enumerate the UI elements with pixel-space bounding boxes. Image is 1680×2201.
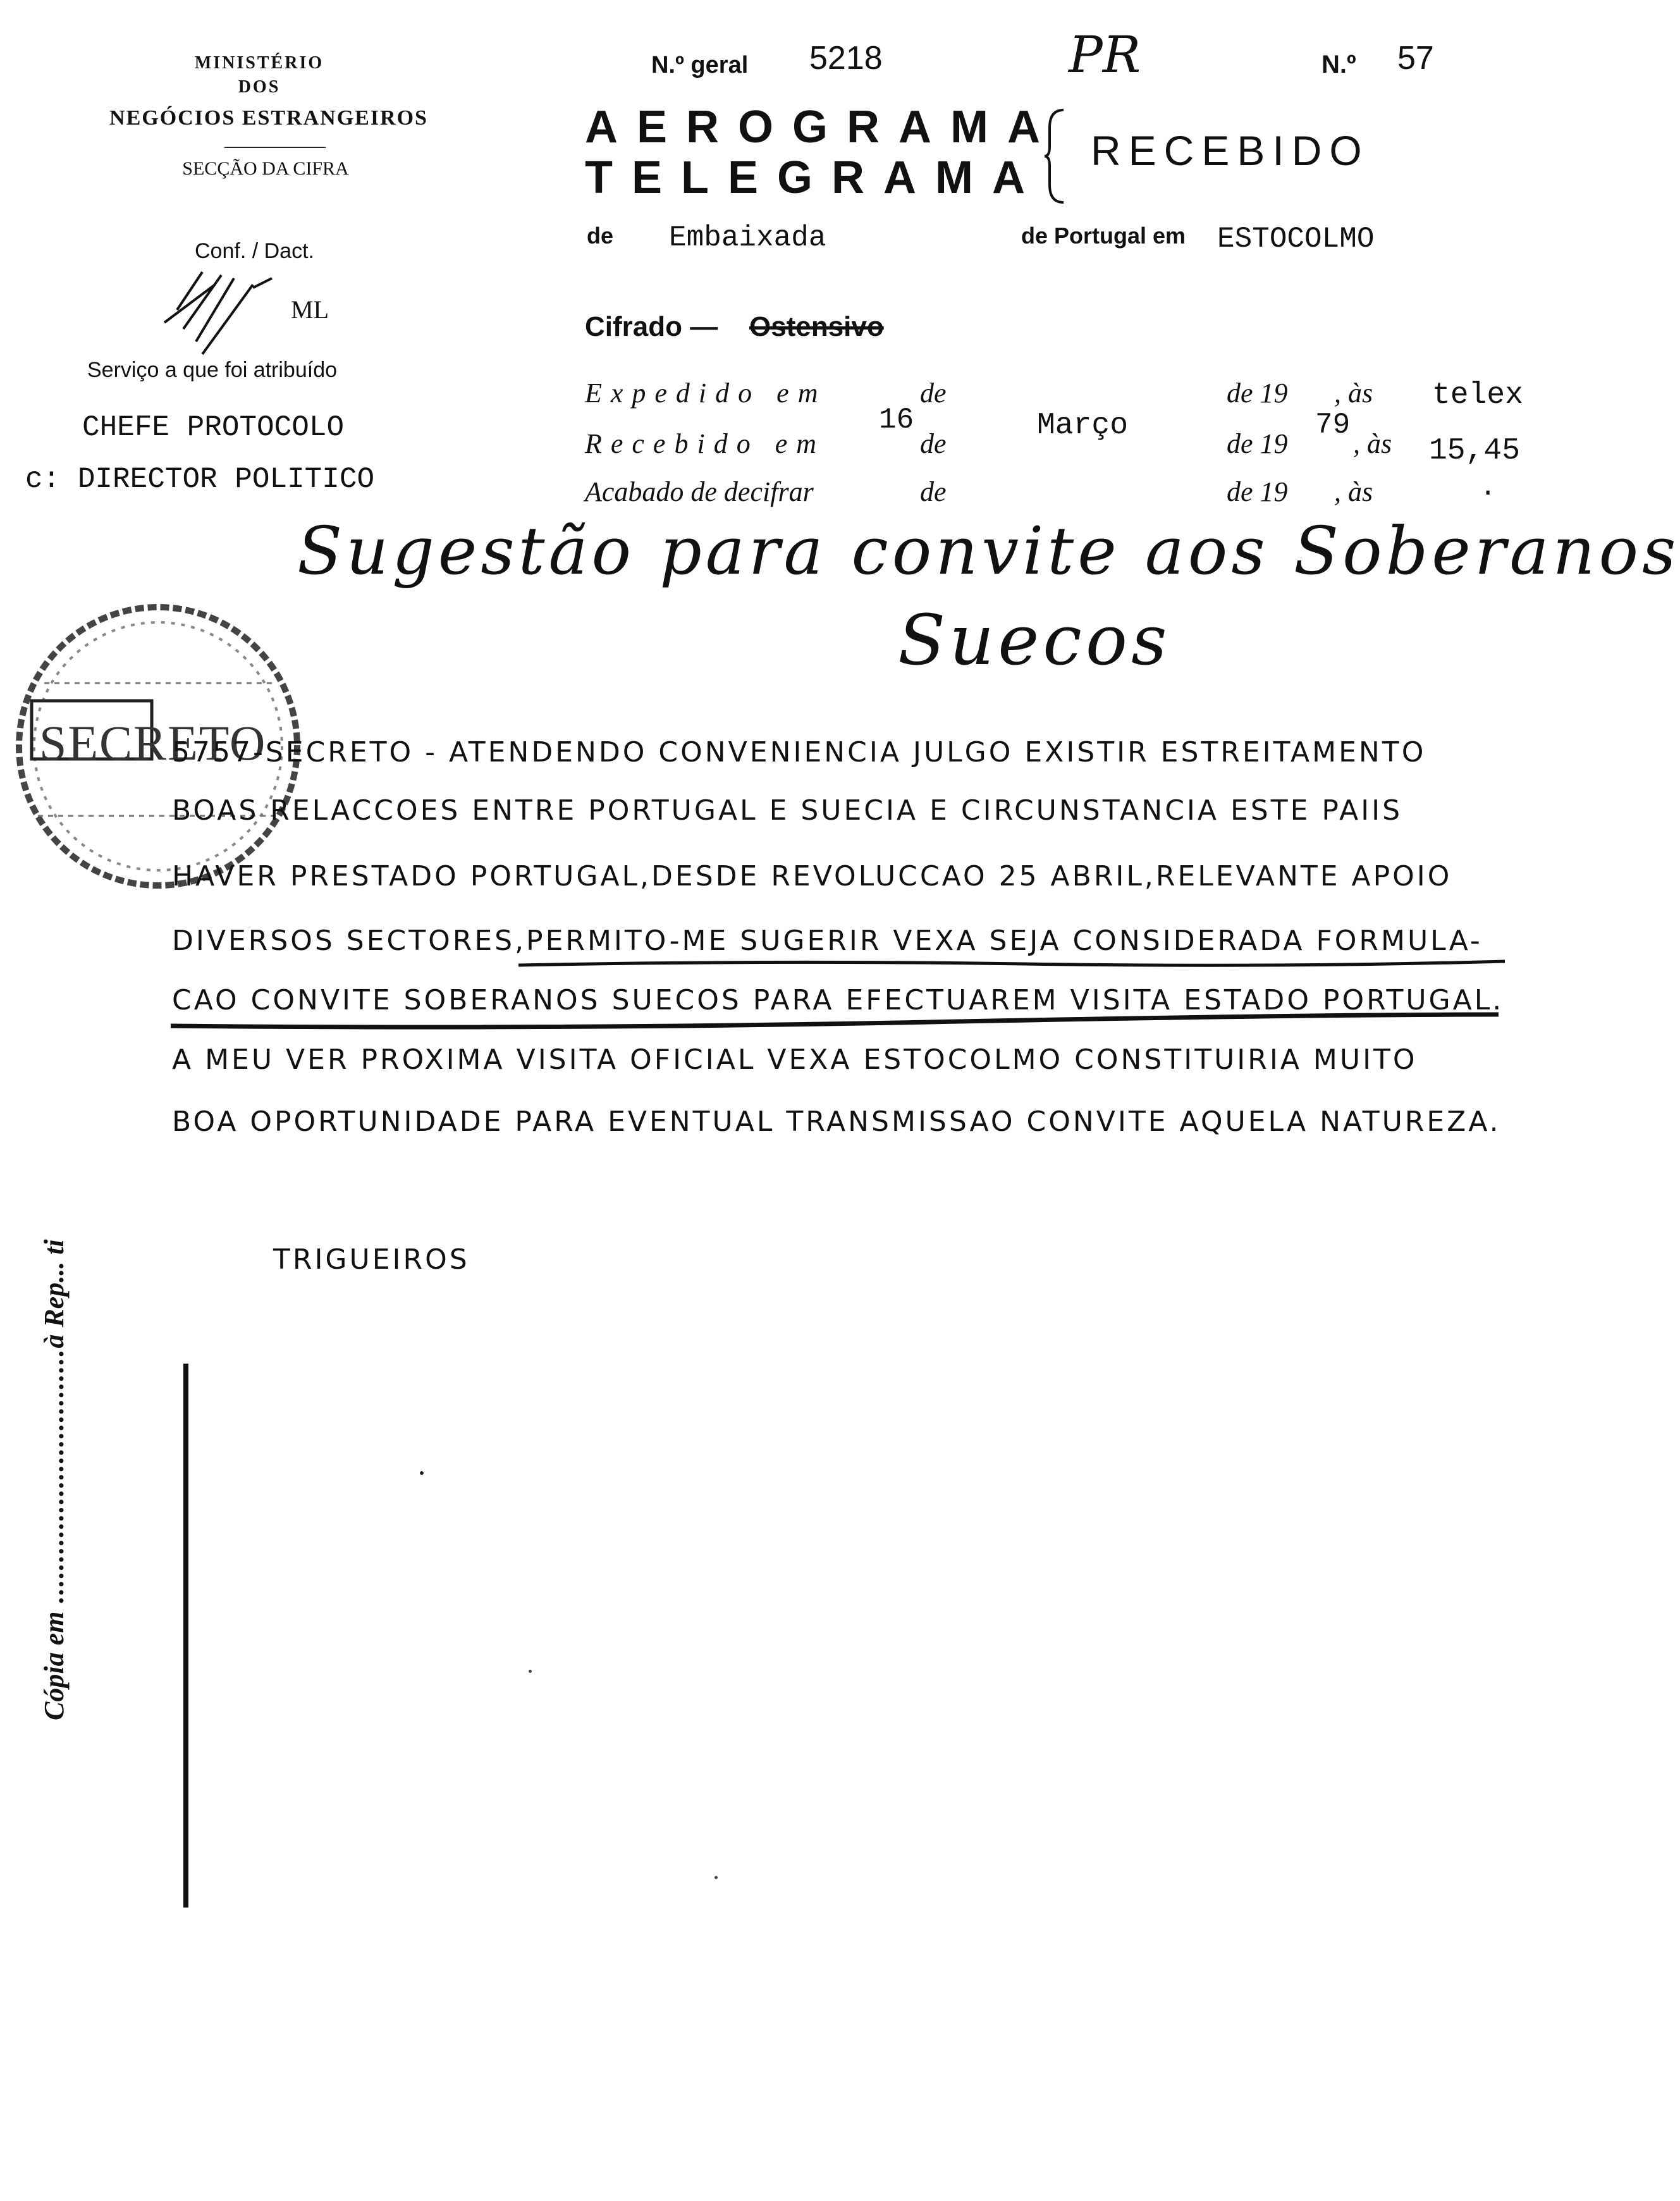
title-brace (1043, 109, 1069, 204)
recebido-label: Recebido em (585, 428, 825, 459)
acabado-as: , às (1334, 476, 1373, 507)
handwritten-annotation-line2: Suecos (898, 600, 1171, 681)
ministry-line-3: NEGÓCIOS ESTRANGEIROS (109, 106, 428, 130)
recebido-de19: de 19 (1227, 428, 1288, 459)
acabado-dot: . (1480, 472, 1497, 503)
section-label: SECÇÃO DA CIFRA (182, 158, 349, 179)
origin-de-value: Embaixada (669, 221, 826, 254)
message-line: CAO CONVITE SOBERANOS SUECOS PARA EFECTUAREM VISITA ESTADO PORTUGAL. (172, 984, 1504, 1016)
underline-mark-2 (171, 1011, 1511, 1036)
message-line: A MEU VER PROXIMA VISITA OFICIAL VEXA ESTOCOLMO CONSTITUIRIA MUITO (172, 1044, 1418, 1076)
ministry-line-1: MINISTÉRIO (194, 53, 324, 73)
numero-value: 57 (1397, 40, 1434, 77)
title-status: RECEBIDO (1091, 127, 1370, 174)
numero-geral-value: 5218 (809, 40, 883, 77)
expedido-as: , às (1334, 378, 1373, 409)
handwritten-annotation-line1: Sugestão para convite aos Soberanos (297, 512, 1680, 589)
expedido-de19: de 19 (1227, 378, 1288, 409)
expedido-mode: telex (1432, 378, 1524, 412)
acabado-de19: de 19 (1227, 476, 1288, 507)
recebido-time: 15,45 (1429, 434, 1521, 468)
margin-copia: Cópia em ...............................à Rep... ti (39, 1239, 70, 1720)
recebido-year: 79 (1315, 409, 1351, 441)
signature: TRIGUEIROS (273, 1243, 470, 1276)
recebido-de: de (920, 428, 947, 459)
origin-de-label: de (587, 223, 614, 249)
message-line: DIVERSOS SECTORES,PERMITO-ME SUGERIR VEXA SEJA CONSIDERADA FORMULA- (172, 925, 1483, 957)
service-label: Serviço a que foi atribuído (87, 358, 338, 382)
classification-ostensivo: Ostensivo (749, 311, 884, 342)
speck (420, 1471, 424, 1475)
message-line: 5757-SECRETO - ATENDENDO CONVENIENCIA JULGO EXISTIR ESTREITAMENTO (172, 736, 1426, 768)
conf-dact-label: Conf. / Dact. (195, 239, 314, 263)
classification-cifrado: Cifrado — (585, 311, 718, 342)
speck (714, 1876, 718, 1879)
underline-mark-1 (518, 956, 1505, 975)
message-line: BOAS RELACCOES ENTRE PORTUGAL E SUECIA E CIRCUNSTANCIA ESTE PAIIS (172, 794, 1403, 827)
margin-vertical-rule (183, 1364, 188, 1908)
numero-label: N.º (1321, 51, 1356, 78)
expedido-label: Expedido em (585, 378, 827, 409)
title-telegrama: TELEGRAMA (585, 152, 1044, 203)
origin-portugal-label: de Portugal em (1021, 223, 1186, 249)
numero-geral-label: N.º geral (651, 52, 749, 78)
recebido-day: 16 (879, 404, 914, 436)
margin-copia-text: Cópia em (39, 1611, 70, 1720)
ministry-divider (224, 147, 326, 148)
recebido-month: Março (1037, 409, 1129, 443)
conf-initials: ML (291, 295, 329, 324)
expedido-de: de (920, 378, 947, 409)
acabado-label: Acabado de decifrar (585, 476, 814, 507)
ministry-line-2: DOS (238, 77, 281, 97)
message-line: HAVER PRESTADO PORTUGAL,DESDE REVOLUCCAO 25 ABRIL,RELEVANTE APOIO (172, 860, 1452, 892)
speck (529, 1670, 532, 1673)
margin-rep-text: à Rep... ti (39, 1239, 70, 1348)
conf-signature-scribble (158, 266, 285, 367)
service-primary: CHEFE PROTOCOLO (82, 411, 345, 444)
recebido-as: , às (1353, 428, 1392, 459)
origin-portugal-value: ESTOCOLMO (1217, 223, 1375, 256)
title-aerograma: AEROGRAMA (585, 102, 1059, 152)
message-line: BOA OPORTUNIDADE PARA EVENTUAL TRANSMISSAO CONVITE AQUELA NATUREZA. (172, 1106, 1501, 1138)
acabado-de: de (920, 476, 947, 507)
handwritten-initials: PR (1069, 25, 1141, 84)
service-copy: c: DIRECTOR POLITICO (25, 463, 375, 496)
secret-stamp-text: SECRETO (39, 715, 267, 770)
